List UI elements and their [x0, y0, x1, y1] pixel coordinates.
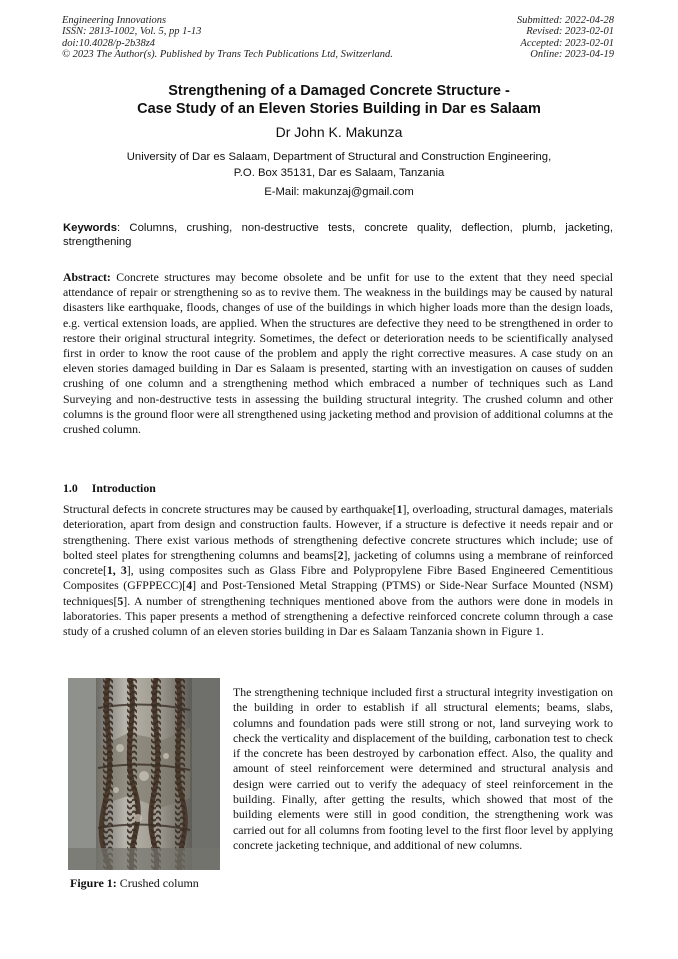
- abstract-text: Concrete structures may become obsolete and be unfit for use to the extent that they need special attendance of repair or strengthening so as to revive them. The weakness in the buildings may be caused by natural disasters like earthquake, floods, changes of use of the buildings in which higher loads more than the design loads, e.g. vertical extension loads, are applied. When the structures are defective they need to be strengthened in order to restore their original structural integrity. Sometimes, the defect or deterioration needs to be scientifically analysed first in order to know the root cause of the problem and apply the right corrective measures. A case study on an eleven stories damaged building in Dar es Salaam is presented, starting with an investigation on causes of sudden crushing of one column and a strengthening method which embraced a number of techniques such as Land Surveying and non-destructive tests in assessing the building structural integrity. The crushed column and other columns is the ground floor were all strengthened using jacketing method and provision of additional columns at the crushed column.: [63, 270, 613, 437]
- keywords: [63, 221, 613, 249]
- citation-ref[interactable]: 4: [186, 578, 193, 593]
- copyright-line: © 2023 The Author(s). Published by Trans Tech Publications Ltd, Switzerland.: [62, 48, 393, 60]
- submitted-date: Submitted: 2022-04-28: [516, 15, 614, 26]
- affiliation: [40, 150, 638, 181]
- figure-caption: [70, 876, 222, 891]
- abstract-label: Abstract:: [63, 270, 111, 284]
- revised-date: Revised: 2023-02-01: [526, 26, 614, 38]
- doi-line[interactable]: doi:10.4028/p-2b38z4: [62, 37, 156, 49]
- keywords-label: Keywords: [63, 222, 117, 234]
- intro-text: ], jacketing of columns using a membrane of reinforced concrete[: [63, 547, 613, 578]
- keywords-text: : Columns, crushing, non-destructive tests, concrete quality, deflection, plumb, jacketing, strengthening: [63, 222, 613, 248]
- figure-caption-text: Crushed column: [116, 876, 199, 890]
- citation-ref[interactable]: 2: [337, 547, 344, 562]
- citation-ref[interactable]: 1, 3: [106, 563, 127, 578]
- issn-line: ISSN: 2813-1002, Vol. 5, pp 1-13: [62, 26, 202, 38]
- author-name: Dr John K. Makunza: [275, 124, 403, 140]
- body-paragraph-beside-figure: The strengthening technique included first a structural integrity investigation on the building in order to establish if all structural elements; beams, slabs, columns and foundation pads were still strong or not, land surveying work to check the verticality and displacement of the building, carbonation test to check if the concrete has been destroyed by carbonation effect. Also, the quality and amount of steel reinforcement were determined and structural analysis and design were carried out to verify the adequacy of steel reinforcement in the building. Finally, after getting the results, which showed that most of the building elements were still in good condition, the strengthening work was carried out for all columns from footing level to the first floor level by applying concrete jacketing technique, and additional of new columns.: [233, 685, 613, 852]
- section-heading: [63, 481, 156, 496]
- abstract: [63, 270, 613, 437]
- citation-ref[interactable]: 5: [117, 593, 124, 608]
- affiliation-line-1: University of Dar es Salaam, Department of Structural and Construction Engineering,: [126, 151, 552, 163]
- section-title: Introduction: [91, 481, 156, 495]
- paper-title: [40, 82, 638, 118]
- intro-paragraph: [63, 502, 613, 640]
- figure-crushed-column-photo: [68, 678, 220, 870]
- affiliation-line-2: P.O. Box 35131, Dar es Salaam, Tanzania: [233, 166, 445, 179]
- author-email[interactable]: E-Mail: makunzaj@gmail.com: [264, 186, 414, 198]
- title-line-2: Case Study of an Eleven Stories Building in Dar es Salaam: [137, 101, 541, 117]
- citation-ref[interactable]: 1: [396, 502, 403, 516]
- intro-text: ] and Post-Tensioned Metal Strapping (PTMS) or Side-Near Surface Mounted (NSM) techniques[: [63, 578, 613, 608]
- intro-text: ], using composites such as Glass Fibre and Polypropylene Fibre Based Engineered Cementitious Composites (GFPPECC)[: [63, 563, 613, 593]
- accepted-date: Accepted: 2023-02-01: [520, 37, 614, 49]
- figure-label: Figure 1:: [70, 876, 117, 890]
- title-line-1: Strengthening of a Damaged Concrete Structure -: [168, 83, 510, 99]
- dates-info: [414, 15, 614, 60]
- journal-info: [62, 15, 442, 60]
- section-number: 1.0: [63, 481, 78, 495]
- journal-name: Engineering Innovations: [62, 15, 167, 26]
- online-date: Online: 2023-04-19: [530, 48, 614, 60]
- intro-text: Structural defects in concrete structures may be caused by earthquake[: [63, 502, 397, 516]
- intro-text: ], overloading, structural damages, materials deterioration, apart from design and construction faults. However, if a structure is defective it needs repair and or strengthening. There exist various methods of strengthening defective concrete structures which include; use of bolted steel plates for strengthening columns and beams[: [63, 502, 613, 562]
- intro-text: ]. A number of strengthening techniques mentioned above from the authors were done in models in laboratories. This paper presents a method of strengthening a defective reinforced concrete column through a case study of a crushed column of an eleven stories building in Dar es Salaam Tanzania shown in Figure 1.: [63, 593, 613, 639]
